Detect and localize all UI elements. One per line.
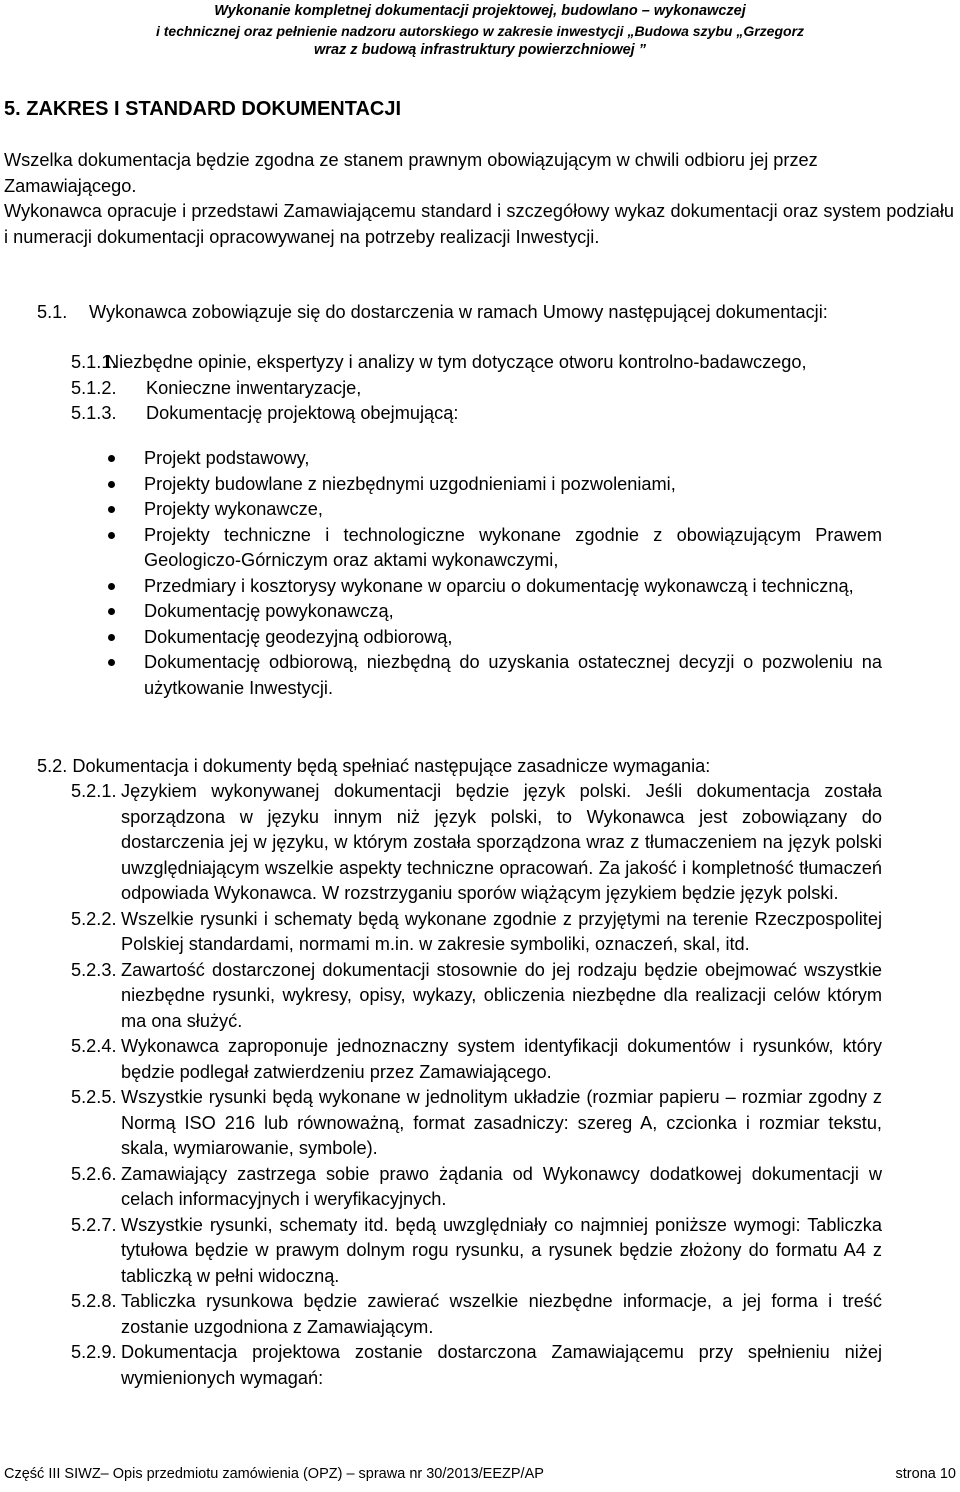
subsection-number: 5.2. bbox=[37, 756, 68, 776]
list-5-1-items bbox=[71, 350, 882, 427]
item-number: 5.2.2. bbox=[71, 908, 117, 929]
bullet-item: Dokumentację odbiorową, niezbędną do uzyskania ostatecznej decyzji o pozwoleniu na użytkowanie Inwestycji. bbox=[106, 650, 882, 701]
item-number: 5.2.5. bbox=[71, 1087, 117, 1107]
item-text: Konieczne inwentaryzacje, bbox=[146, 377, 362, 398]
bullet-item: Dokumentację geodezyjną odbiorową, bbox=[106, 625, 882, 651]
bullet-item: Projekty techniczne i technologiczne wykonane zgodnie z obowiązującym Prawem Geologiczo-Górniczym oraz aktami wykonawczymi, bbox=[106, 523, 882, 574]
bullet-item: Projekty budowlane z niezbędnymi uzgodnieniami i pozwoleniami, bbox=[106, 472, 882, 498]
bullet-item: Projekty wykonawcze, bbox=[106, 497, 882, 523]
bullet-item: Przedmiary i kosztorysy wykonane w oparciu o dokumentację wykonawczą i techniczną, bbox=[106, 574, 882, 600]
list-item bbox=[71, 401, 882, 427]
item-text: Niezbędne opinie, ekspertyzy i analizy w tym dotyczące otworu kontrolno-badawczego, bbox=[106, 352, 807, 372]
list-item bbox=[71, 779, 882, 907]
page-header bbox=[0, 2, 960, 60]
subsection-5-2 bbox=[37, 754, 882, 780]
header-line-3: wraz z budową infrastruktury powierzchniowej ” bbox=[314, 42, 646, 58]
item-number: 5.2.8. bbox=[71, 1291, 117, 1311]
list-item bbox=[71, 376, 882, 402]
item-text: Zawartość dostarczonej dokumentacji stosownie do jej rodzaju będzie obejmować wszystkie niezbędne rysunki, wykresy, opisy, wykazy, obliczenia niezbędne dla realizacji celów którym ma ona służyć. bbox=[121, 959, 882, 1031]
item-text: Zamawiający zastrzega sobie prawo żądania od Wykonawcy dodatkowej dokumentacji w celach informacyjnych i weryfikacyjnych. bbox=[121, 1163, 882, 1209]
intro-paragraph-1: Wszelka dokumentacja będzie zgodna ze stanem prawnym obowiązującym w chwili odbioru jej przez Zamawiającego. bbox=[4, 150, 818, 196]
list-item bbox=[71, 1289, 882, 1340]
item-text: Wszystkie rysunki będą wykonane w jednolitym układzie (rozmiar papieru – rozmiar zgodny z Normą ISO 216 lub równoważną, format zasadniczy: szereg A, czcionka i rozmiar tekstu, skala, wymiarowanie, symbole). bbox=[121, 1087, 882, 1158]
item-text: Dokumentacja projektowa zostanie dostarczona Zamawiającemu przy spełnieniu niżej wymienionych wymagań: bbox=[121, 1342, 882, 1388]
list-item bbox=[71, 958, 882, 1035]
section-title: 5. ZAKRES I STANDARD DOKUMENTACJI bbox=[4, 98, 402, 120]
subsection-text-content: Wykonawca zobowiązuje się do dostarczenia w ramach Umowy następującej dokumentacji: bbox=[89, 302, 828, 322]
item-text: Wszystkie rysunki, schematy itd. będą uwzględniały co najmniej poniższe wymogi: Tabliczka tytułowa będzie w prawym dolnym rogu rysunku, a rysunek będzie złożony do formatu A4 z tabliczką w pełni widoczną. bbox=[121, 1214, 882, 1286]
list-item bbox=[71, 1162, 882, 1213]
item-number: 5.1.2. bbox=[71, 377, 117, 398]
item-text: Wszelkie rysunki i schematy będą wykonane zgodnie z przyjętymi na terenie Rzeczpospolitej Polskiej standardami, normami m.in. w zakresie symboliki, oznaczeń, skal, itd. bbox=[121, 908, 882, 954]
footer-page-number: strona 10 bbox=[895, 1466, 956, 1482]
subsection-5-1 bbox=[37, 300, 882, 326]
header-line-2: i technicznej oraz pełnienie nadzoru autorskiego w zakresie inwestycji „Budowa szybu „Grzegorz bbox=[155, 23, 805, 39]
list-item bbox=[71, 1340, 882, 1391]
list-item bbox=[71, 1085, 882, 1162]
intro-paragraph-2: Wykonawca opracuje i przedstawi Zamawiającemu standard i szczegółowy wykaz dokumentacji oraz system podziału i numeracji dokumentacji opracowywanej na potrzeby realizacji Inwestycji. bbox=[4, 201, 954, 247]
subsection-number: 5.1. bbox=[37, 302, 68, 322]
item-number: 5.1.3. bbox=[71, 403, 117, 423]
item-text: Wykonawca zaproponuje jednoznaczny system identyfikacji dokumentów i rysunków, który będzie podlegał zatwierdzeniu przez Zamawiającego. bbox=[121, 1036, 882, 1082]
bullet-item: Dokumentację powykonawczą, bbox=[106, 599, 882, 625]
footer-document-reference: Część III SIWZ– Opis przedmiotu zamówienia (OPZ) – sprawa nr 30/2013/EEZP/AP bbox=[4, 1466, 544, 1482]
documentation-bullet-list bbox=[106, 446, 882, 701]
list-item bbox=[71, 907, 882, 958]
item-text: Językiem wykonywanej dokumentacji będzie język polski. Jeśli dokumentacja została sporządzona w języku innym niż język polski, to Wykonawca jest zobowiązany do dostarczenia jej w języku, w którym została sporządzona wraz z tłumaczeniem na język polski uwzględniającym wszelkie aspekty techniczne opracowań. Za jakość i kompletność tłumaczeń odpowiada Wykonawca. W rozstrzyganiu sporów wiążącym językiem będzie język polski. bbox=[121, 781, 882, 903]
subsection-text: Dokumentacja i dokumenty będą spełniać następujące zasadnicze wymagania: bbox=[72, 756, 711, 776]
bullet-item: Projekt podstawowy, bbox=[106, 446, 882, 472]
list-5-2-items bbox=[71, 779, 882, 1391]
list-item bbox=[71, 350, 882, 376]
item-number: 5.2.3. bbox=[71, 959, 117, 980]
item-number: 5.2.1. bbox=[71, 781, 117, 801]
item-number: 5.2.6. bbox=[71, 1163, 117, 1184]
subsection-text bbox=[3, 300, 882, 326]
item-number: 5.2.9. bbox=[71, 1342, 117, 1362]
list-item bbox=[71, 1034, 882, 1085]
item-text: Tabliczka rysunkowa będzie zawierać wszelkie niezbędne informacje, a jej forma i treść zostanie uzgodniona z Zamawiającym. bbox=[121, 1291, 882, 1337]
item-number: 5.2.7. bbox=[71, 1214, 117, 1235]
item-number: 5.1.1. bbox=[71, 352, 117, 372]
list-item bbox=[71, 1213, 882, 1290]
header-line-1: Wykonanie kompletnej dokumentacji projektowej, budowlano – wykonawczej bbox=[214, 3, 746, 19]
item-text: Dokumentację projektową obejmującą: bbox=[146, 403, 459, 423]
item-number: 5.2.4. bbox=[71, 1036, 117, 1056]
